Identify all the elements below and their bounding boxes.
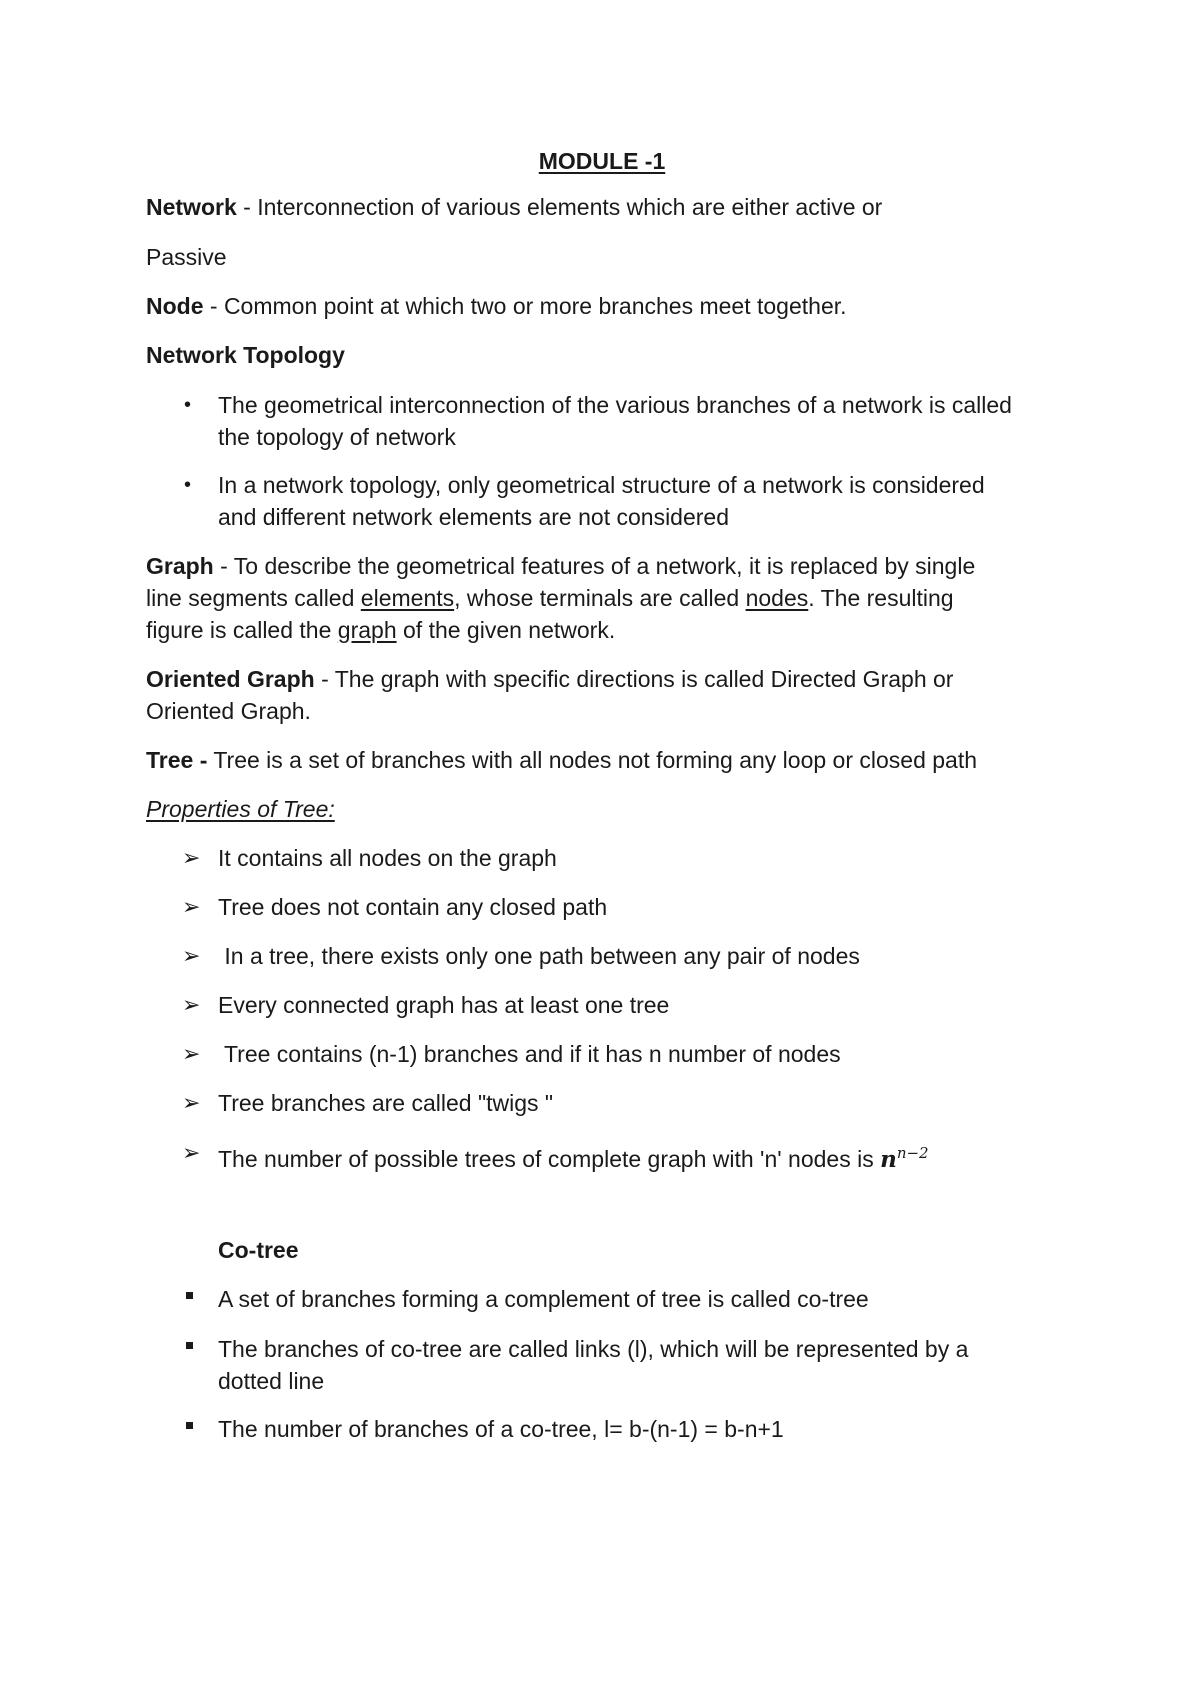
tree-term: Tree - bbox=[146, 747, 208, 773]
arrow-bullet-icon: ➢ bbox=[182, 894, 201, 919]
property-item-5: Tree contains (n-1) branches and if it has n number of nodes bbox=[218, 1041, 841, 1067]
arrow-bullet-icon: ➢ bbox=[182, 1041, 201, 1066]
network-term: Network bbox=[146, 194, 237, 220]
cotree-item-2-line-1: The branches of co-tree are called links (l), which will be represented by a bbox=[218, 1336, 969, 1362]
formula-base: n bbox=[880, 1146, 897, 1173]
topology-bullet-1-line-2: the topology of network bbox=[218, 424, 456, 450]
arrow-bullet-icon: ➢ bbox=[182, 992, 201, 1017]
node-definition: Node - Common point at which two or more branches meet together. bbox=[146, 293, 847, 319]
arrow-bullet-icon: ➢ bbox=[182, 1090, 201, 1115]
formula-exponent: n−2 bbox=[896, 1144, 929, 1162]
arrow-bullet-icon: ➢ bbox=[182, 1140, 201, 1165]
properties-heading: Properties of Tree: bbox=[146, 796, 335, 822]
square-bullet-icon bbox=[186, 1342, 193, 1349]
oriented-graph-definition-line-1: Oriented Graph - The graph with specific directions is called Directed Graph or bbox=[146, 666, 954, 692]
topology-bullet-1-line-1: The geometrical interconnection of the various branches of a network is called bbox=[218, 392, 1012, 418]
property-item-7: The number of possible trees of complete graph with 'n' nodes is $n^{n-2}$ bbox=[218, 1144, 929, 1173]
oriented-graph-term: Oriented Graph bbox=[146, 666, 315, 692]
cotree-item-3: The number of branches of a co-tree, l= b-(n-1) = b-n+1 bbox=[218, 1416, 784, 1442]
bullet-dot-icon: • bbox=[184, 394, 192, 416]
graph-definition-line-2: line segments called elements, whose terminals are called nodes. The resulting bbox=[146, 585, 954, 611]
arrow-bullet-icon: ➢ bbox=[182, 845, 201, 870]
graph-definition-line-3: figure is called the graph of the given network. bbox=[146, 617, 616, 643]
oriented-graph-definition-line-2: Oriented Graph. bbox=[146, 698, 311, 724]
square-bullet-icon bbox=[186, 1422, 193, 1429]
page-title: MODULE -1 bbox=[538, 148, 666, 174]
square-bullet-icon bbox=[186, 1292, 193, 1299]
tree-definition: Tree - Tree is a set of branches with all nodes not forming any loop or closed path bbox=[146, 747, 978, 773]
elements-term: elements bbox=[360, 585, 455, 611]
network-definition: Network - Interconnection of various elements which are either active or bbox=[146, 194, 883, 220]
cotree-heading: Co-tree bbox=[218, 1237, 299, 1263]
cotree-item-2-line-2: dotted line bbox=[218, 1368, 325, 1394]
node-term: Node bbox=[146, 293, 204, 319]
network-definition-continuation: Passive bbox=[146, 244, 227, 270]
bullet-dot-icon: • bbox=[184, 474, 192, 496]
property-item-2: Tree does not contain any closed path bbox=[218, 894, 608, 920]
graph-definition-line-1: Graph - To describe the geometrical features of a network, it is replaced by single bbox=[146, 553, 976, 579]
property-item-3: In a tree, there exists only one path between any pair of nodes bbox=[218, 943, 860, 969]
cotree-item-1: A set of branches forming a complement of tree is called co-tree bbox=[218, 1286, 869, 1312]
topology-bullet-2-line-2: and different network elements are not considered bbox=[218, 504, 729, 530]
nodes-term: nodes bbox=[745, 585, 809, 611]
arrow-bullet-icon: ➢ bbox=[182, 943, 201, 968]
graph-word-term: graph bbox=[337, 617, 397, 643]
network-topology-heading: Network Topology bbox=[146, 342, 345, 368]
property-item-4: Every connected graph has at least one tree bbox=[218, 992, 670, 1018]
graph-term: Graph bbox=[146, 553, 214, 579]
topology-bullet-2-line-1: In a network topology, only geometrical structure of a network is considered bbox=[218, 472, 985, 498]
property-item-1: It contains all nodes on the graph bbox=[218, 845, 557, 871]
property-item-6: Tree branches are called "twigs " bbox=[218, 1090, 554, 1116]
